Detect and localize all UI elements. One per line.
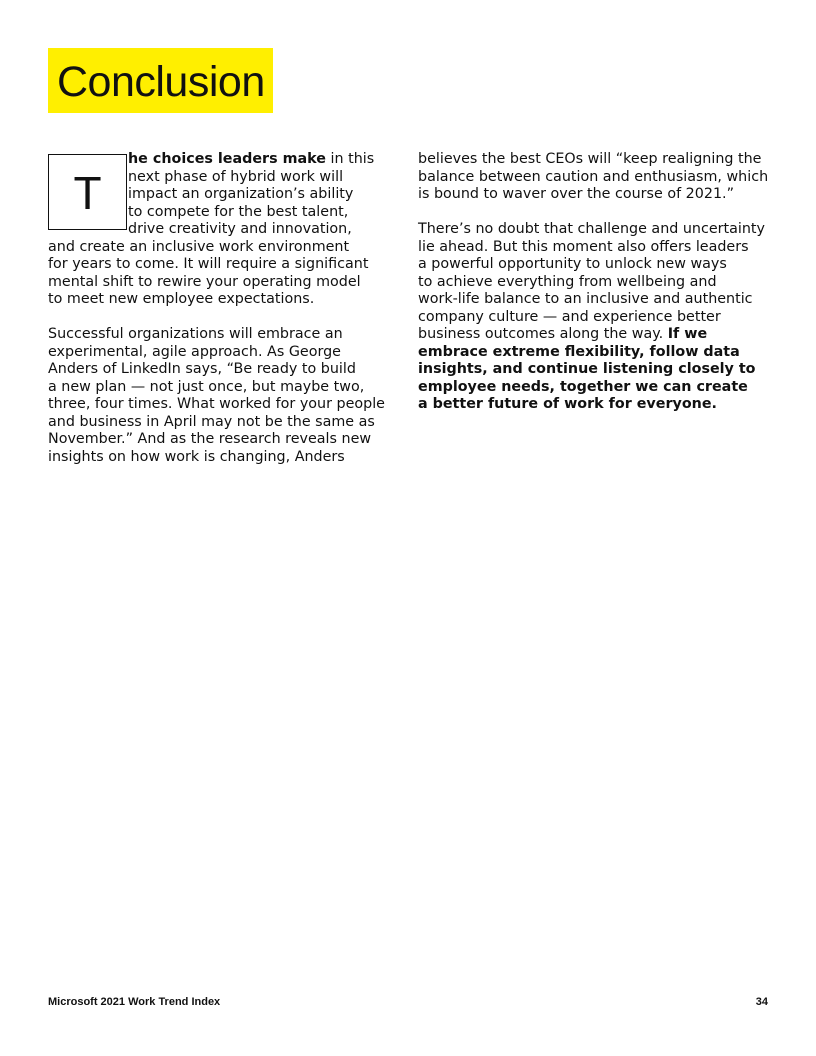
paragraph-gap (418, 204, 763, 222)
text-line: balance between caution and enthusiasm, which (418, 168, 769, 185)
text-line: to achieve everything from wellbeing and (418, 273, 717, 290)
text-line-bold: embrace extreme flexibility, follow data (418, 343, 740, 360)
paragraph-gap (48, 309, 378, 327)
text-line: work-life balance to an inclusive and authentic (418, 291, 753, 307)
paragraph-intro (48, 151, 378, 309)
paragraph-agile (48, 326, 385, 466)
text-line: mental shift to rewire your operating model (48, 273, 361, 290)
text-line-bold: a better future of work for everyone. (418, 396, 717, 412)
text-line: business outcomes along the way. If we (418, 326, 708, 342)
text-line: is bound to waver over the course of 2021.” (418, 186, 734, 202)
text-line: company culture — and experience better (418, 308, 721, 325)
text-line: to compete for the best talent, (128, 203, 349, 220)
right-column (418, 151, 769, 414)
page-title: Conclusion (57, 58, 265, 106)
text-line: three, four times. What worked for your people (48, 396, 385, 412)
text-line: a powerful opportunity to unlock new ways (418, 256, 727, 272)
text-line: November.” And as the research reveals new (48, 431, 372, 447)
text-line: Successful organizations will embrace an (48, 326, 343, 342)
text-line: next phase of hybrid work will (128, 168, 344, 185)
text-line-bold: employee needs, together we can create (418, 378, 748, 395)
text-line: he choices leaders make in this (128, 151, 375, 167)
text-line: drive creativity and innovation, (128, 221, 352, 237)
text-line: impact an organization’s ability (128, 186, 354, 202)
paragraph-ceo-quote (418, 151, 769, 204)
text-line: insights on how work is changing, Anders (48, 448, 345, 465)
text-line-bold: insights, and continue listening closely to (418, 361, 756, 377)
text-line: to meet new employee expectations. (48, 291, 315, 307)
drop-cap: T (48, 154, 127, 230)
left-column (48, 151, 385, 466)
text-line: and create an inclusive work environment (48, 238, 350, 255)
title-highlight (48, 48, 273, 113)
page-number: 34 (755, 996, 768, 1008)
text-line: Anders of LinkedIn says, “Be ready to build (48, 361, 356, 377)
text-line: There’s no doubt that challenge and uncertainty (418, 221, 765, 237)
publication-title: Microsoft 2021 Work Trend Index (48, 996, 221, 1008)
text-line: a new plan — not just once, but maybe two, (48, 378, 365, 395)
text-line: for years to come. It will require a significant (48, 256, 369, 272)
paragraph-closing (418, 221, 763, 414)
text-line: experimental, agile approach. As George (48, 343, 341, 360)
text-line: believes the best CEOs will “keep realigning the (418, 151, 762, 167)
text-line: and business in April may not be the same as (48, 413, 375, 430)
text-line: lie ahead. But this moment also offers leaders (418, 238, 749, 255)
